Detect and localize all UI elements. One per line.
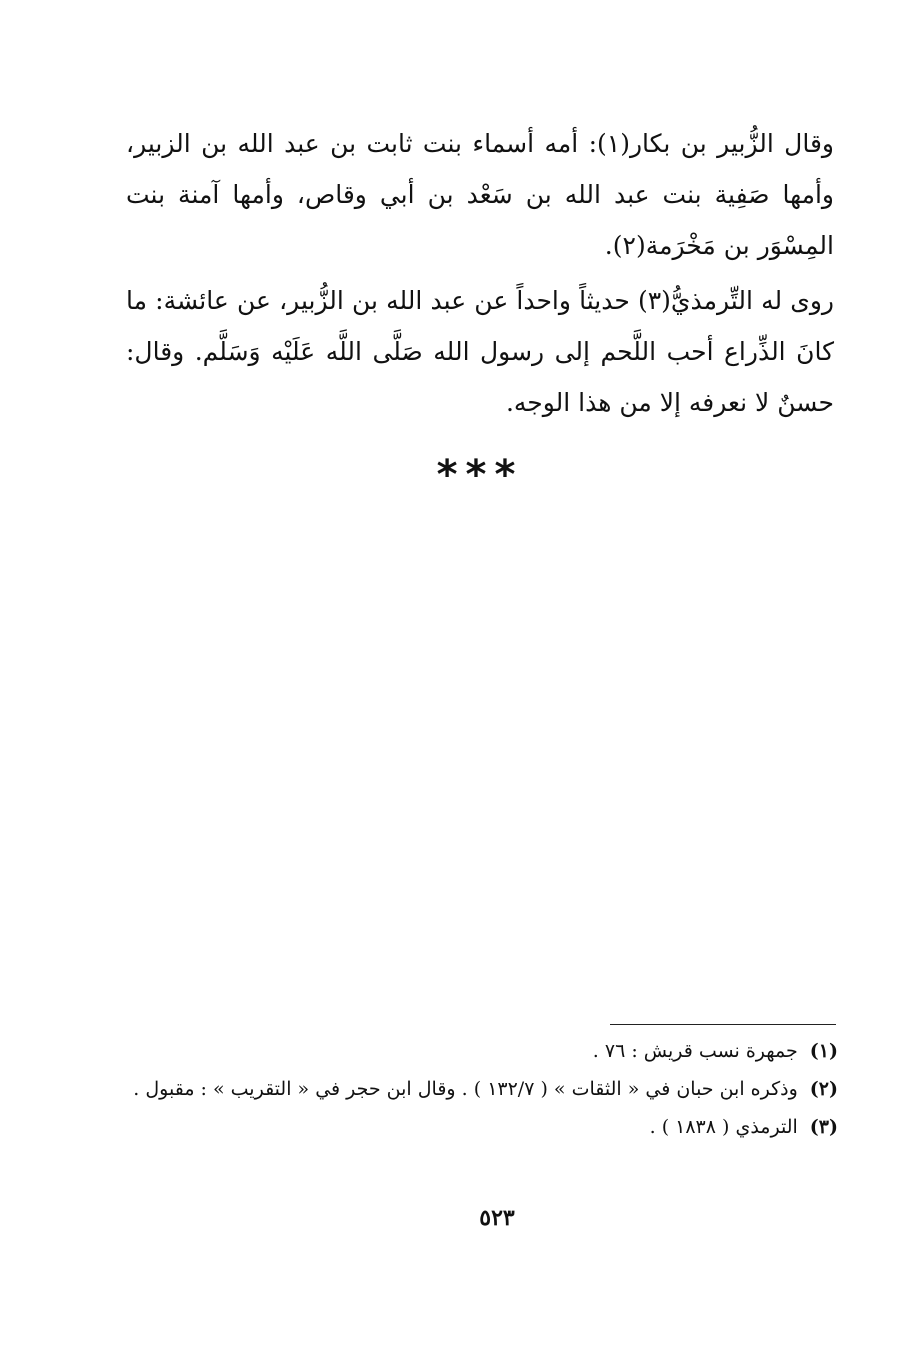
footnote-1 — [132, 1032, 838, 1070]
section-separator: *** — [436, 452, 524, 498]
footnotes — [132, 1032, 838, 1146]
footnote-2 — [132, 1070, 838, 1108]
footnote-3 — [132, 1108, 838, 1146]
footnote-number: (١) — [809, 1040, 838, 1062]
page-number: ٥٢٣ — [479, 1205, 515, 1231]
footnote-divider — [610, 1024, 836, 1025]
footnote-text: وذكره ابن حبان في « الثقات » ( ١٣٢/٧ ) . وقال ابن حجر في « التقريب » : مقبول . — [133, 1078, 798, 1100]
paragraph-1: وقال الزُّبير بن بكار(١): أمه أسماء بنت ثابت بن عبد الله بن الزبير، وأمها صَفِية بنت عبد الله بن سَعْد بن أبي وقاص، وأمها آمنة بنت المِسْوَر بن مَخْرَمة(٢). — [126, 129, 834, 260]
footnote-text: جمهرة نسب قريش : ٧٦ . — [592, 1040, 798, 1062]
footnote-number: (٣) — [809, 1116, 838, 1138]
footnote-text: الترمذي ( ١٨٣٨ ) . — [649, 1116, 798, 1138]
paragraph-2: روى له التِّرمذيُّ(٣) حديثاً واحداً عن عبد الله بن الزُّبير، عن عائشة: ما كانَ الذِّراع أحب اللَّحم إلى رسول الله صَلَّى اللَّه عَلَيْه وَسَلَّم. وقال: حسنٌ لا نعرفه إلا من هذا الوجه. — [126, 286, 834, 417]
footnote-number: (٢) — [809, 1078, 838, 1100]
